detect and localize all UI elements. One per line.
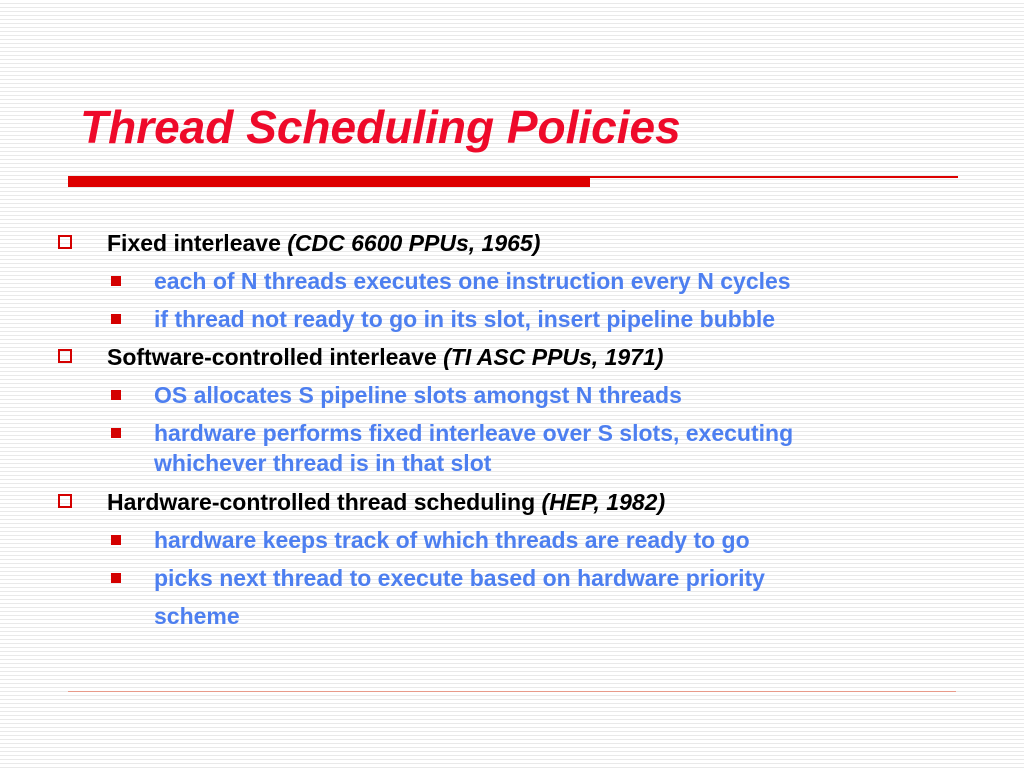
- filled-square-bullet-icon: [111, 390, 121, 400]
- sub-bullet-text: hardware keeps track of which threads are ready to go: [154, 527, 750, 553]
- slide-title: Thread Scheduling Policies: [80, 101, 681, 153]
- bullet-hardware-controlled-scheduling: [107, 488, 665, 516]
- sub-bullet-text: hardware performs fixed interleave over S slots, executing: [154, 420, 794, 446]
- filled-square-bullet-icon: [111, 573, 121, 583]
- bullet-citation: (CDC 6600 PPUs, 1965): [287, 230, 541, 256]
- bullet-citation: (TI ASC PPUs, 1971): [443, 344, 664, 370]
- filled-square-bullet-icon: [111, 314, 121, 324]
- sub-bullet-text: each of N threads executes one instruction every N cycles: [154, 268, 791, 294]
- bullet-text: Hardware-controlled thread scheduling: [107, 489, 542, 515]
- hollow-square-bullet-icon: [58, 235, 72, 249]
- filled-square-bullet-icon: [111, 276, 121, 286]
- sub-bullet-text: OS allocates S pipeline slots amongst N threads: [154, 382, 682, 408]
- bullet-text: Software-controlled interleave: [107, 344, 444, 370]
- bullet-software-controlled-interleave: [107, 343, 663, 371]
- bullet-fixed-interleave: [107, 229, 540, 257]
- title-underline-thin: [590, 176, 958, 178]
- sub-bullet-text-continued: scheme: [154, 603, 240, 629]
- sub-bullet-text-continued: whichever thread is in that slot: [154, 450, 492, 476]
- sub-bullet-text: picks next thread to execute based on hardware priority: [154, 565, 765, 591]
- sub-bullet-text: if thread not ready to go in its slot, insert pipeline bubble: [154, 306, 776, 332]
- title-underline-thick: [68, 176, 590, 187]
- bullet-text: Fixed interleave: [107, 230, 288, 256]
- hollow-square-bullet-icon: [58, 349, 72, 363]
- hollow-square-bullet-icon: [58, 494, 72, 508]
- bullet-citation: (HEP, 1982): [541, 489, 666, 515]
- filled-square-bullet-icon: [111, 535, 121, 545]
- footer-divider: [68, 691, 956, 692]
- filled-square-bullet-icon: [111, 428, 121, 438]
